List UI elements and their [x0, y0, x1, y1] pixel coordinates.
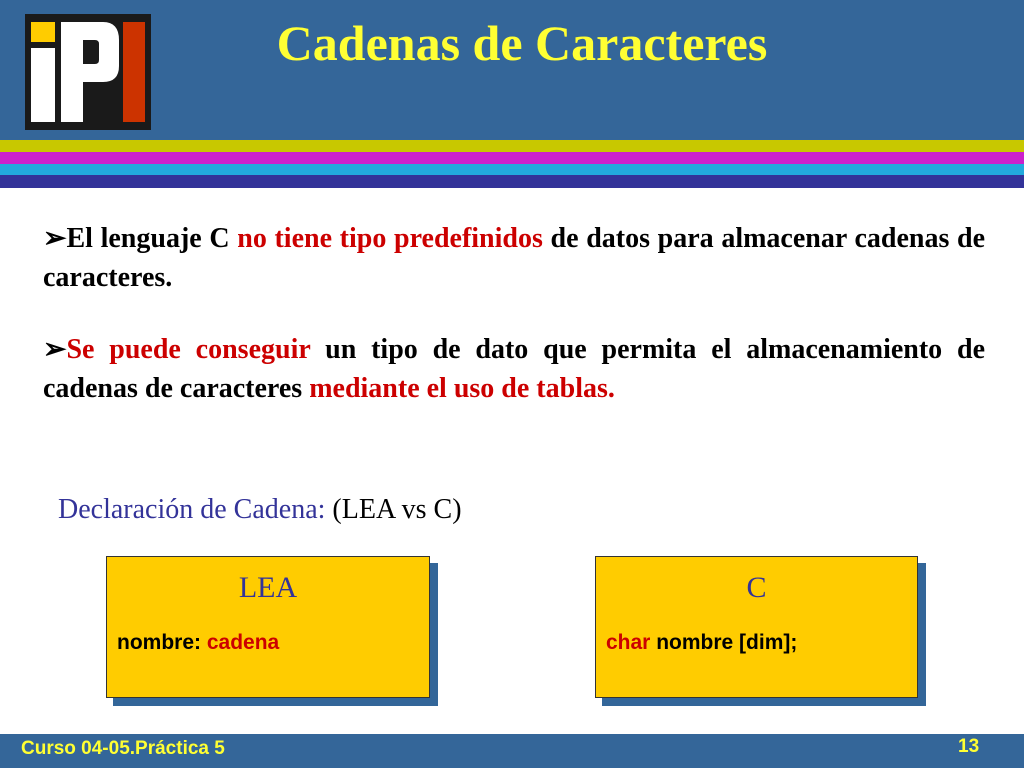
lea-code-type: cadena — [206, 631, 280, 654]
bullet-1-text-a: El lenguaje C — [66, 223, 238, 254]
bullet-2-highlight-b: mediante el uso de tablas. — [309, 373, 615, 404]
bullet-paragraph-2 — [43, 330, 985, 408]
bullet-2-text: un tipo de dato que permita el almacenamiento de cadenas de caracteres — [43, 334, 986, 404]
declaration-heading — [58, 491, 462, 529]
stripe-cyan — [0, 164, 1024, 175]
arrow-bullet-icon: ➢ — [43, 334, 67, 365]
slide-header — [0, 0, 1024, 140]
stripe-magenta — [0, 152, 1024, 164]
lea-box — [106, 556, 430, 698]
bullet-1-text-b: de datos para almacenar cadenas de caracteres. — [43, 223, 986, 293]
bullet-1-highlight: no tiene tipo predefinidos — [237, 223, 543, 254]
slide-title: Cadenas de Caracteres — [276, 15, 768, 71]
lea-box-title: LEA — [238, 571, 298, 604]
declaration-label: Declaración de Cadena: — [58, 494, 326, 525]
bullet-paragraph-1 — [43, 219, 985, 297]
c-box — [595, 556, 918, 698]
arrow-bullet-icon: ➢ — [43, 223, 67, 254]
slide-footer — [0, 734, 1024, 768]
stripe-navy — [0, 175, 1024, 188]
page-number: 13 — [958, 736, 980, 757]
c-box-code — [606, 631, 797, 655]
footer-course: Curso 04-05.Práctica 5 — [21, 738, 225, 759]
c-code-type: char — [606, 631, 651, 654]
lea-code-name: nombre: — [117, 631, 207, 654]
c-code-name: nombre [dim]; — [650, 631, 798, 654]
bullet-2-highlight-a: Se puede conseguir — [66, 334, 311, 365]
lea-box-code — [117, 631, 279, 655]
declaration-note: (LEA vs C) — [325, 494, 462, 525]
c-box-title: C — [746, 571, 767, 604]
stripe-olive — [0, 140, 1024, 152]
